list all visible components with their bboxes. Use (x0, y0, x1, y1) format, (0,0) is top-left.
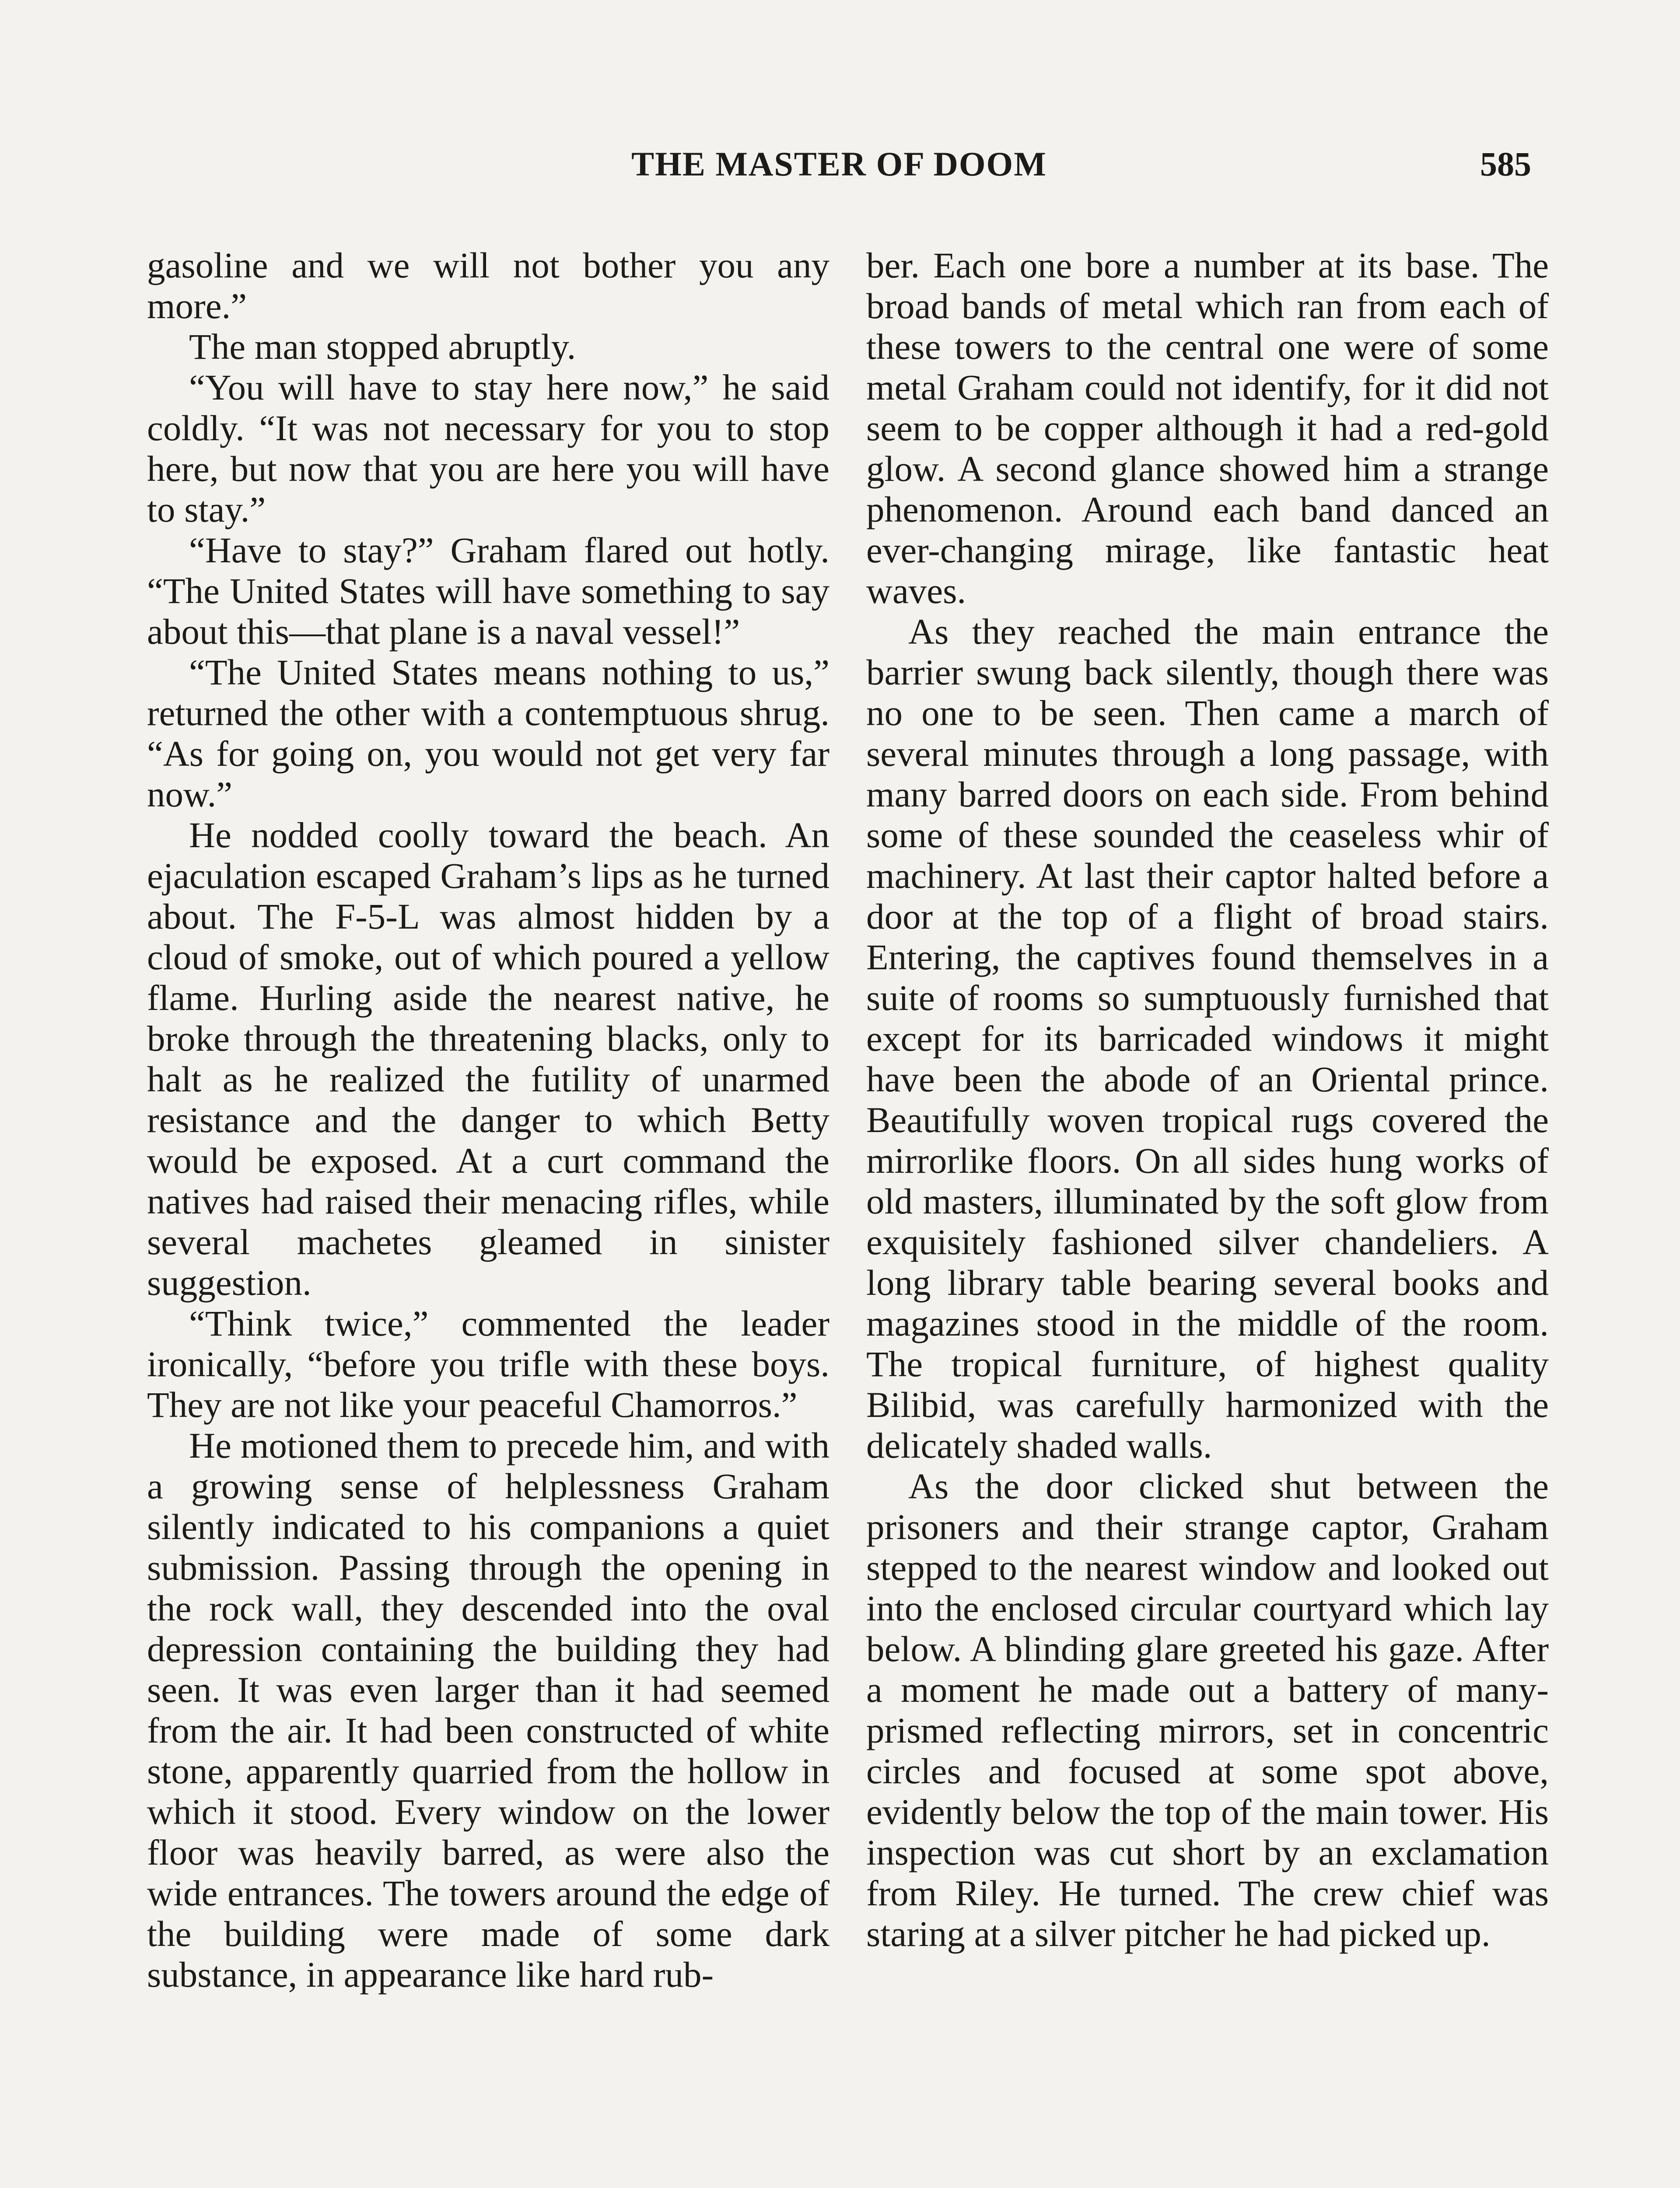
right-column (866, 245, 1549, 1954)
paragraph: The man stopped abruptly. (189, 326, 576, 367)
page-header (147, 144, 1531, 197)
paragraph: He nodded coolly toward the beach. An ejaculation escaped Graham’s lips as he turned about. The F-5-L was almost hidden by a cloud of smoke, out of which poured a yellow flame. Hurling aside the nearest native, he broke through the threatening blacks, only to halt as he realized the futility of unarmed resistance and the danger to which Betty would be exposed. At a curt command the natives had raised their menacing rifles, while several machetes gleamed in sinister suggestion. (147, 815, 830, 1303)
paragraph: gasoline and we will not bother you any more.” (147, 245, 830, 326)
paragraph: “Have to stay?” Graham flared out hotly. “The United States will have something to say about this—that plane is a naval vessel!” (147, 530, 830, 652)
paragraph: “Think twice,” commented the leader ironically, “before you trifle with these boys. They are not like your peaceful Chamorros.” (147, 1303, 830, 1425)
paragraph: ber. Each one bore a number at its base. The broad bands of metal which ran from each of these towers to the central one were of some metal Graham could not identify, for it did not seem to be copper although it had a red-gold glow. A second glance showed him a strange phenomenon. Around each band danced an ever-changing mirage, like fantastic heat waves. (866, 245, 1549, 611)
paragraph: As the door clicked shut between the prisoners and their strange captor, Graham stepped to the nearest window and looked out into the enclosed circular courtyard which lay below. A blinding glare greeted his gaze. After a moment he made out a battery of many-prismed reflecting mirrors, set in concentric circles and focused at some spot above, evidently below the top of the main tower. His inspection was cut short by an exclamation from Riley. He turned. The crew chief was staring at a silver pitcher he had picked up. (866, 1466, 1549, 1954)
left-column (147, 245, 830, 1995)
paragraph: “The United States means nothing to us,” returned the other with a contemptuous shrug. “As for going on, you would not get very far now.” (147, 652, 830, 814)
running-title: THE MASTER OF DOOM (631, 145, 1047, 183)
paragraph: He motioned them to precede him, and with a growing sense of helplessness Graham silently indicated to his companions a quiet submission. Passing through the opening in the rock wall, they descended into the oval depression containing the building they had seen. It was even larger than it had seemed from the air. It had been constructed of white stone, apparently quarried from the hollow in which it stood. Every window on the lower floor was heavily barred, as were also the wide entrances. The towers around the edge of the building were made of some dark substance, in appearance like hard rub- (147, 1425, 830, 1995)
paragraph: As they reached the main entrance the barrier swung back silently, though there was no one to be seen. Then came a march of several minutes through a long passage, with many barred doors on each side. From behind some of these sounded the ceaseless whir of machinery. At last their captor halted before a door at the top of a flight of broad stairs. Entering, the captives found themselves in a suite of rooms so sumptuously furnished that except for its barricaded windows it might have been the abode of an Oriental prince. Beautifully woven tropical rugs covered the mirrorlike floors. On all sides hung works of old masters, illuminated by the soft glow from exquisitely fashioned silver chandeliers. A long library table bearing several books and magazines stood in the middle of the room. The tropical furniture, of highest quality Bilibid, was carefully harmonized with the delicately shaded walls. (866, 611, 1549, 1466)
page-number: 585 (1480, 145, 1531, 183)
paragraph: “You will have to stay here now,” he said coldly. “It was not necessary for you to stop here, but now that you are here you will have to stay.” (147, 367, 830, 529)
